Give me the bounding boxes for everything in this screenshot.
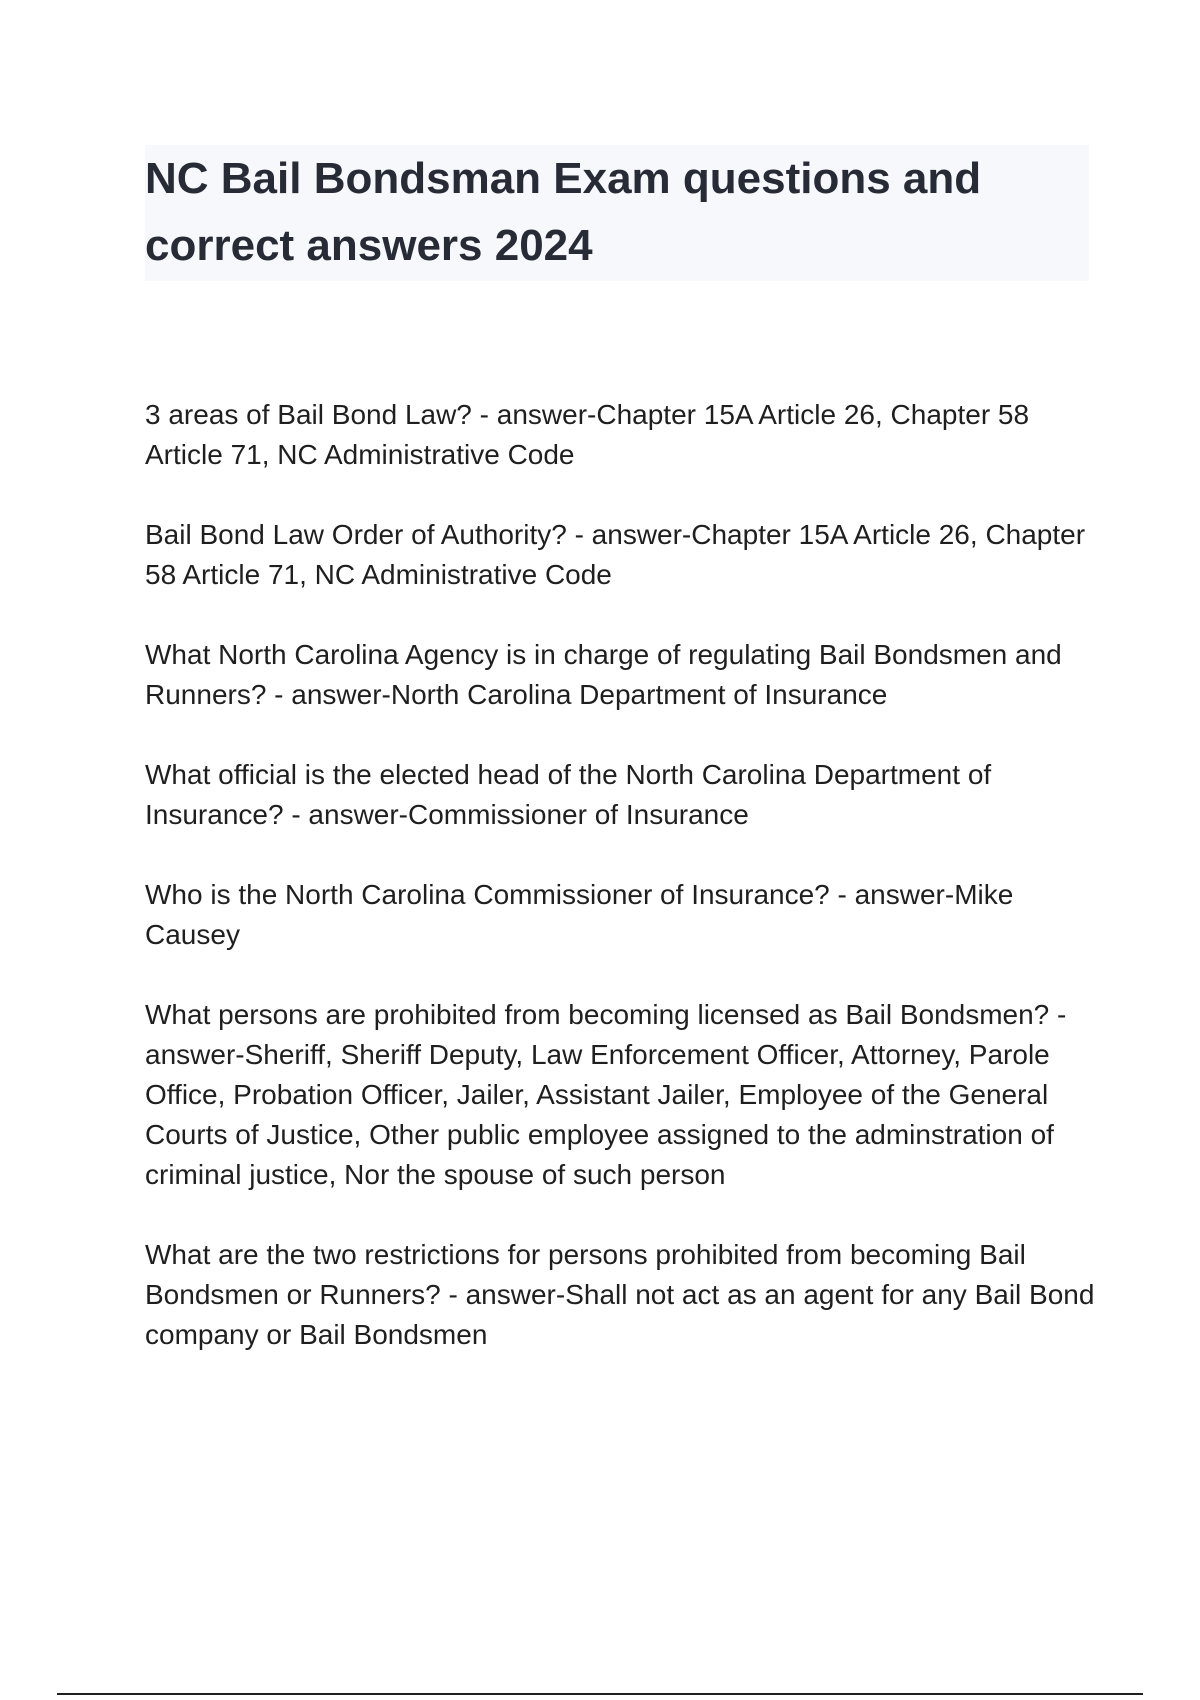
qa-item-5: Who is the North Carolina Commissioner of Insurance? - answer-Mike Causey bbox=[145, 879, 1014, 950]
qa-item-4: What official is the elected head of the North Carolina Department of Insurance? - answer-Commissioner of Insurance bbox=[145, 759, 992, 830]
footer-rule bbox=[57, 1693, 1143, 1695]
qa-item-2: Bail Bond Law Order of Authority? - answer-Chapter 15A Article 26, Chapter 58 Article 71, NC Administrative Code bbox=[145, 519, 1086, 590]
title-block bbox=[145, 145, 1089, 281]
qa-item-1: 3 areas of Bail Bond Law? - answer-Chapter 15A Article 26, Chapter 58 Article 71, NC Administrative Code bbox=[145, 399, 1030, 470]
qa-list bbox=[145, 395, 1095, 1395]
qa-item-3: What North Carolina Agency is in charge of regulating Bail Bondsmen and Runners? - answer-North Carolina Department of Insurance bbox=[145, 639, 1062, 710]
qa-item-7: What are the two restrictions for persons prohibited from becoming Bail Bondsmen or Runners? - answer-Shall not act as an agent for any Bail Bond company or Bail Bondsmen bbox=[145, 1239, 1095, 1350]
document-title: NC Bail Bondsman Exam questions and correct answers 2024 bbox=[145, 154, 982, 270]
qa-item-6: What persons are prohibited from becoming licensed as Bail Bondsmen? - answer-Sheriff, Sheriff Deputy, Law Enforcement Officer, Attorney, Parole Office, Probation Officer, Jailer, Assistant Jailer, Employee of the General Courts of Justice, Other public employee assigned to the adminstration of criminal justice, Nor the spouse of such person bbox=[145, 999, 1067, 1190]
